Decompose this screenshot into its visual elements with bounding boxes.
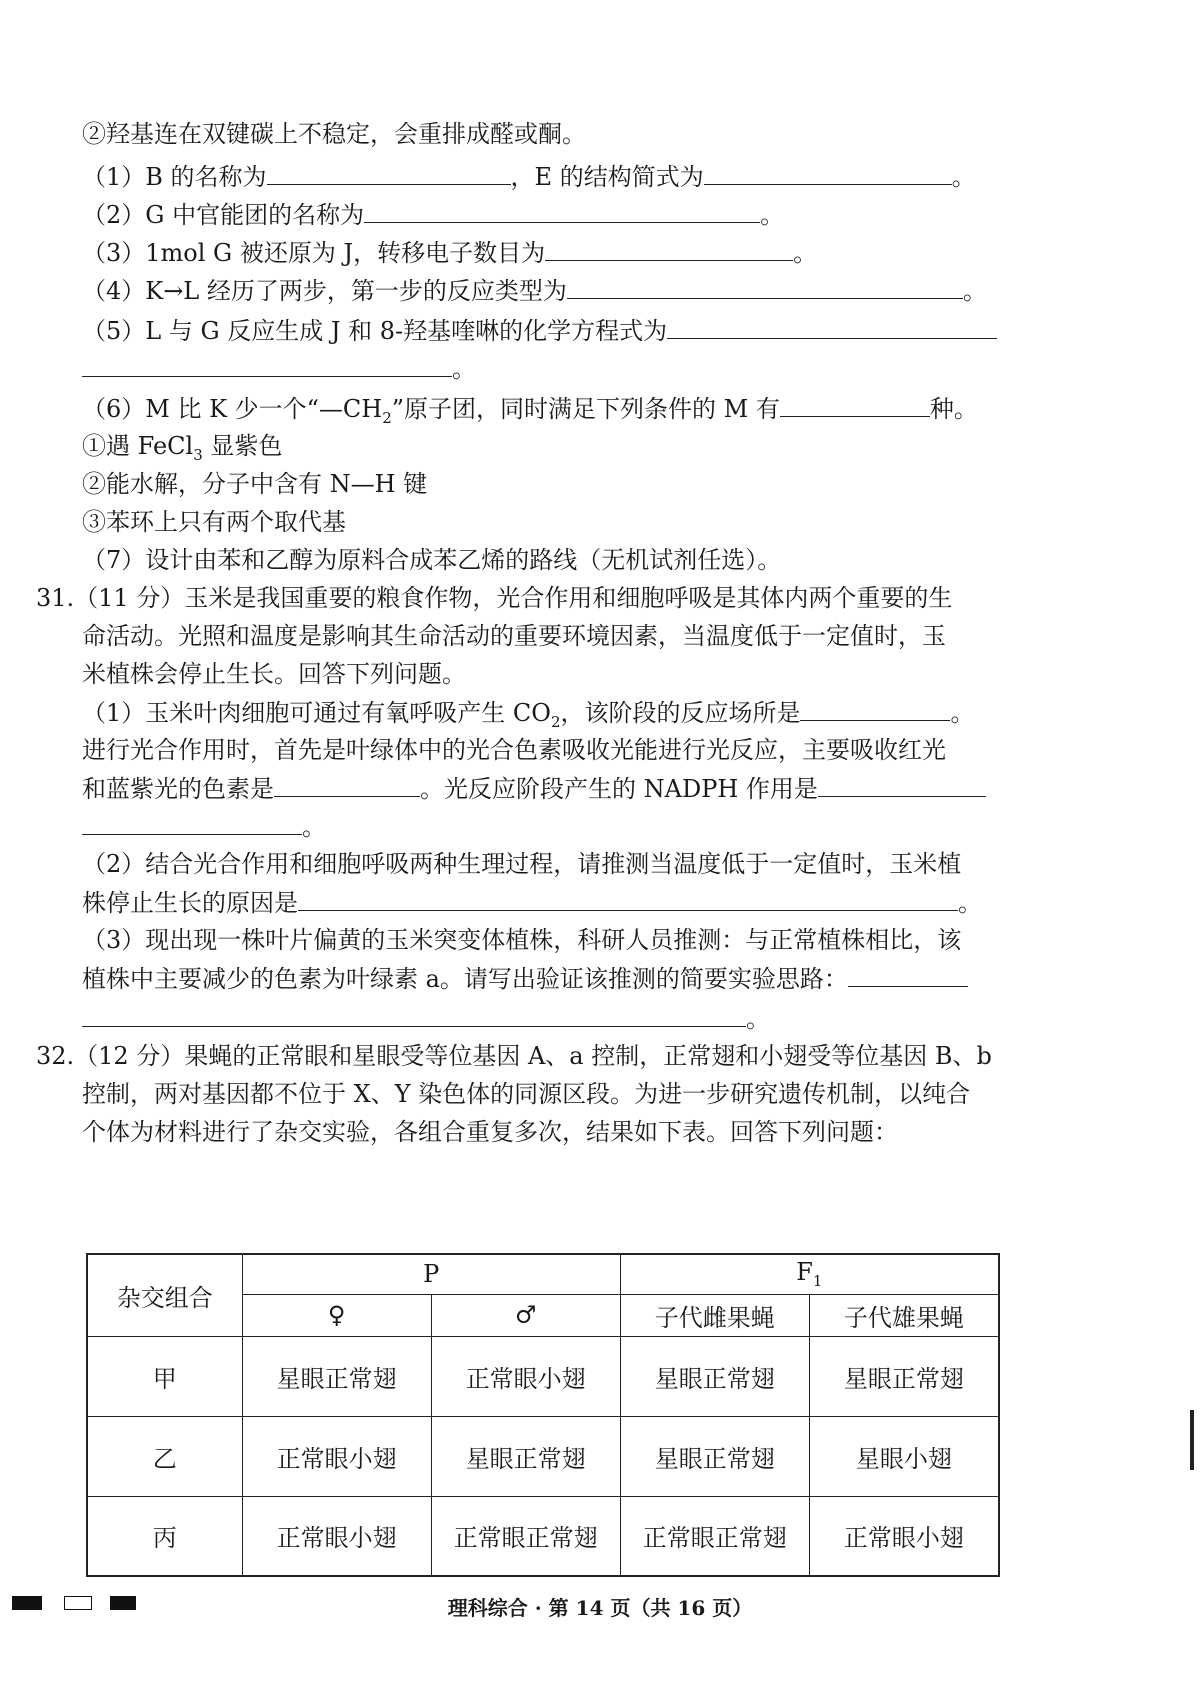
- period: 。: [951, 163, 976, 191]
- q31-part1-l3-b: 。光反应阶段产生的 NADPH 作用是: [420, 775, 818, 803]
- condition-1-b: 显紫色: [202, 432, 283, 460]
- period: 。: [302, 813, 326, 841]
- q30-condition-2: ②能水解，分子中含有 N—H 键: [82, 470, 428, 498]
- header-group: 杂交组合: [87, 1254, 242, 1336]
- q31-line3: 米植株会停止生长。回答下列问题。: [82, 660, 466, 688]
- answer-blank[interactable]: [82, 352, 452, 377]
- edge-mark: [1190, 1410, 1194, 1470]
- q31-line2: 命活动。光照和温度是影响其生命活动的重要环境因素，当温度低于一定值时，玉: [82, 622, 946, 650]
- q31-part1-label-a: （1）玉米叶肉细胞可通过有氧呼吸产生 CO: [82, 699, 551, 727]
- q31-part2-l2-label: 株停止生长的原因是: [82, 889, 298, 917]
- period: 。: [746, 1005, 770, 1033]
- q32-head: 32.（12 分）果蝇的正常眼和星眼受等位基因 A、a 控制，正常翅和小翅受等位基因 B、b: [36, 1042, 992, 1070]
- period: 。: [962, 277, 987, 305]
- q31-part3-line3: [82, 1002, 770, 1035]
- q30-part5-label: （5）L 与 G 反应生成 J 和 8-羟基喹啉的化学方程式为: [82, 317, 668, 345]
- q30-part7: （7）设计由苯和乙醇为原料合成苯乙烯的路线（无机试剂任选）。: [82, 546, 782, 574]
- q30-part6-end: 种。: [929, 395, 978, 423]
- header-p: P: [242, 1254, 620, 1294]
- cross-table: [86, 1253, 1000, 1577]
- q30-part2: [82, 198, 784, 231]
- cell-f1-male: 星眼正常翅: [809, 1336, 999, 1416]
- cell-group: 丙: [87, 1496, 242, 1576]
- table-row: [87, 1496, 999, 1576]
- cell-male: 正常眼正常翅: [431, 1496, 620, 1576]
- q31-part1-l3-a: 和蓝紫光的色素是: [82, 775, 274, 803]
- q31-part1-label-b: ，该阶段的反应场所是: [560, 699, 801, 727]
- q30-part6-label-b: ”原子团，同时满足下列条件的 M 有: [391, 395, 780, 423]
- period: 。: [958, 889, 982, 917]
- q32-line3: 个体为材料进行了杂交实验，各组合重复多次，结果如下表。回答下列问题：: [82, 1118, 898, 1146]
- header-male: ♂: [431, 1294, 620, 1336]
- cell-f1-male: 正常眼小翅: [809, 1496, 999, 1576]
- header-f1: [620, 1254, 999, 1294]
- answer-blank[interactable]: [704, 160, 952, 185]
- cell-f1-female: 星眼正常翅: [620, 1416, 809, 1496]
- q30-part1-label-b: ，E 的结构简式为: [510, 163, 704, 191]
- q31-part1-line2: 进行光合作用时，首先是叶绿体中的光合色素吸收光能进行光反应，主要吸收红光: [82, 736, 946, 764]
- condition-1-a: ①遇 FeCl: [82, 432, 194, 460]
- q31-part3-l2-label: 植株中主要减少的色素为叶绿素 a。请写出验证该推测的简要实验思路：: [82, 965, 848, 993]
- q30-part3: [82, 236, 817, 269]
- subscript: 3: [193, 445, 203, 464]
- q31-part1: [82, 696, 974, 738]
- header-female: ♀: [242, 1294, 431, 1336]
- q30-part6: [82, 392, 978, 434]
- cell-female: 正常眼小翅: [242, 1416, 431, 1496]
- q31-part3: （3）现出现一株叶片偏黄的玉米突变体植株，科研人员推测：与正常植株相比，该: [82, 926, 962, 954]
- answer-blank[interactable]: [800, 696, 950, 721]
- period: 。: [793, 239, 818, 267]
- subscript: 2: [550, 712, 561, 731]
- q31-part1-line3: [82, 772, 986, 805]
- cell-f1-female: 星眼正常翅: [620, 1336, 809, 1416]
- cell-group: 甲: [87, 1336, 242, 1416]
- q30-part3-label: （3）1mol G 被还原为 J，转移电子数目为: [82, 239, 546, 267]
- subscript: 1: [812, 1272, 823, 1291]
- answer-blank[interactable]: [298, 886, 958, 911]
- page-footer: [0, 1590, 1200, 1620]
- intro-note: ②羟基连在双键碳上不稳定，会重排成醛或酮。: [82, 120, 586, 148]
- cell-female: 正常眼小翅: [242, 1496, 431, 1576]
- period: 。: [950, 699, 975, 727]
- cell-male: 星眼正常翅: [431, 1416, 620, 1496]
- header-f1-female: 子代雌果蝇: [620, 1294, 809, 1336]
- q30-part1-label-a: （1）B 的名称为: [82, 163, 267, 191]
- header-f1-label: F: [796, 1258, 813, 1287]
- q30-part5-cont: [82, 352, 476, 385]
- answer-blank[interactable]: [848, 962, 968, 987]
- period: 。: [760, 201, 785, 229]
- q31-part1-line4: [82, 810, 326, 843]
- answer-blank[interactable]: [567, 274, 963, 299]
- q30-part2-label: （2）G 中官能团的名称为: [82, 201, 365, 229]
- answer-blank[interactable]: [82, 1002, 746, 1027]
- cell-f1-male: 星眼小翅: [809, 1416, 999, 1496]
- table-row: [87, 1416, 999, 1496]
- answer-blank[interactable]: [82, 810, 302, 835]
- q30-condition-3: ③苯环上只有两个取代基: [82, 508, 346, 536]
- q31-part2-line2: [82, 886, 982, 919]
- page-number: 理科综合 · 第 14 页（共 16 页）: [447, 1596, 753, 1620]
- answer-blank[interactable]: [274, 772, 420, 797]
- q30-part4: [82, 274, 987, 307]
- q31-part3-line2: [82, 962, 968, 995]
- q30-condition-1: [82, 430, 282, 471]
- answer-blank[interactable]: [267, 160, 511, 185]
- cell-f1-female: 正常眼正常翅: [620, 1496, 809, 1576]
- table-row: [87, 1336, 999, 1416]
- answer-blank[interactable]: [667, 314, 997, 339]
- subscript: 2: [382, 408, 392, 427]
- q30-part6-label-a: （6）M 比 K 少一个“—CH: [82, 395, 383, 423]
- cell-group: 乙: [87, 1416, 242, 1496]
- header-f1-male: 子代雄果蝇: [809, 1294, 999, 1336]
- q30-part1: [82, 160, 976, 193]
- cell-female: 星眼正常翅: [242, 1336, 431, 1416]
- period: 。: [452, 355, 476, 383]
- answer-blank[interactable]: [364, 198, 760, 223]
- answer-blank[interactable]: [780, 392, 930, 417]
- q32-line2: 控制，两对基因都不位于 X、Y 染色体的同源区段。为进一步研究遗传机制，以纯合: [82, 1080, 971, 1108]
- answer-blank[interactable]: [818, 772, 986, 797]
- q31-part2: （2）结合光合作用和细胞呼吸两种生理过程，请推测当温度低于一定值时，玉米植: [82, 850, 962, 878]
- cell-male: 正常眼小翅: [431, 1336, 620, 1416]
- q31-head: 31.（11 分）玉米是我国重要的粮食作物，光合作用和细胞呼吸是其体内两个重要的生: [36, 584, 953, 612]
- answer-blank[interactable]: [545, 236, 793, 261]
- q30-part5: [82, 314, 997, 347]
- q30-part4-label: （4）K→L 经历了两步，第一步的反应类型为: [82, 277, 567, 305]
